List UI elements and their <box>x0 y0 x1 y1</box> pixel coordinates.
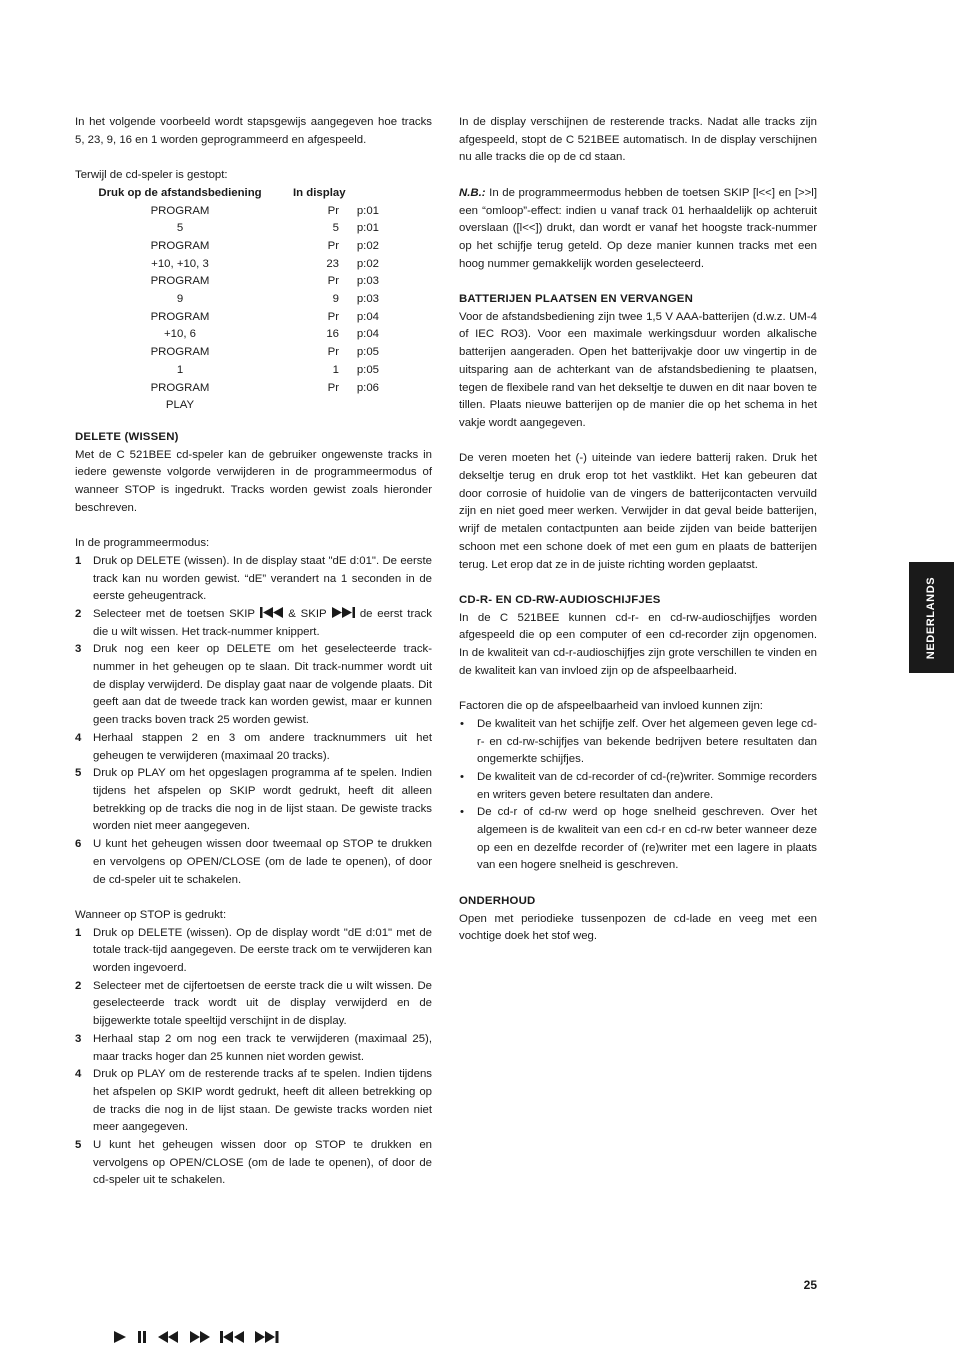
list-item: • De cd-r of cd-rw werd op hoge snelheid geschreven. Over het algemeen is de kwaliteit van een cd-r en cd-rw beter wanneer deze op een en dezelfde recorder of (re)writer met een lagere in plaats van een hogere snelheid is geschreven. <box>459 804 817 875</box>
remote-cell: 5 <box>176 222 184 235</box>
list-item: 1 Druk op DELETE (wissen). Op de display wordt "dE d:01" met de totale track-tijd aangegeven. De eerste track om te verwijderen kan worden ingevoerd. <box>75 926 432 974</box>
table-row <box>75 309 379 327</box>
table-row <box>75 238 379 256</box>
display-position-cell: p:05 <box>356 363 379 376</box>
nb-label: N.B.: <box>459 186 486 199</box>
remaining-text: In de display verschijnen de resterende tracks. Nadat alle tracks zijn afgespeeld, stopt de C 521BEE automatisch. In de display verschijnen nu alle tracks die op de cd staan. <box>459 116 817 164</box>
display-value-cell: 1 <box>332 363 339 376</box>
display-position-cell: p:02 <box>356 257 379 270</box>
display-value-cell: 23 <box>326 257 339 270</box>
remote-cell: PROGRAM <box>150 310 210 323</box>
pause-icon <box>136 1330 148 1344</box>
list-item: 5 U kunt het geheugen wissen door op STOP te drukken en vervolgens op OPEN/CLOSE (om de lade te openen), of door de cd-speler uit te schakelen. <box>75 1139 432 1187</box>
list-item: 2 Selecteer met de toetsen SKIP & SKIP de eerst track die u wilt wissen. Het track-nummer knippert. <box>75 607 432 638</box>
transport-icons <box>113 1330 285 1348</box>
display-value-cell: Pr <box>327 381 339 394</box>
table-row <box>75 291 379 309</box>
display-position-cell <box>339 397 379 415</box>
stop-steps-list <box>75 925 432 1191</box>
table-row <box>75 203 379 221</box>
delete-intro: Met de C 521BEE cd-speler kan de gebruiker ongewenste tracks in iedere gewenste volgorde verwijderen in de programmeermodus of wanneer STOP is ingedrukt. Tracks worden gewist zoals hieronder beschreven. <box>75 448 432 514</box>
left-column <box>75 114 432 1190</box>
table-row <box>75 362 379 380</box>
intro-text: In het volgende voorbeeld wordt stapsgewijs aangegeven hoe tracks 5, 23, 9, 16 en 1 worden geprogrammeerd en afgespeeld. <box>75 116 432 146</box>
list-item: 6 U kunt het geheugen wissen door tweemaal op STOP te drukken en vervolgens op OPEN/CLOSE (om de lade te openen), of door de cd-speler uit te schakelen. <box>75 838 432 886</box>
remote-cell: PROGRAM <box>150 204 210 217</box>
display-position-cell: p:03 <box>356 293 379 306</box>
prog-steps-list <box>75 553 432 889</box>
spacer-cell <box>285 238 307 256</box>
table-header-remote: Druk op de afstandsbediening <box>98 186 262 199</box>
list-item: • De kwaliteit van de cd-recorder of cd-(re)writer. Sommige recorders en writers geven betere resultaten dan andere. <box>459 769 817 804</box>
list-item: 4 Herhaal stappen 2 en 3 om andere tracknummers uit het geheugen te verwijderen (maximaal 20 tracks). <box>75 731 432 762</box>
list-item: 4 Druk op PLAY om de resterende tracks af te spelen. Indien tijdens het afspelen op SKIP wordt gedrukt, heeft dit alleen betrekking op de tracks die nog in de lijst staan. De gewiste tracks worden niet meer aangegeven. <box>75 1068 432 1134</box>
remote-cell: PROGRAM <box>150 239 210 252</box>
table-header-display: In display <box>293 186 346 199</box>
skip-back-icon <box>260 607 284 618</box>
remote-cell: PLAY <box>165 399 195 412</box>
list-item: 2 Selecteer met de cijfertoetsen de eerste track die u wilt wissen. De geselecteerde track wordt uit de display verwijderd en de bijgewerkte totale speeltijd verschijnt in de display. <box>75 979 432 1028</box>
display-value-cell: Pr <box>327 310 339 323</box>
display-value-cell: Pr <box>327 346 339 359</box>
display-value-cell: Pr <box>327 204 339 217</box>
display-value-cell: Pr <box>327 275 339 288</box>
program-table <box>75 185 379 415</box>
remote-cell: +10, 6 <box>164 328 196 341</box>
spacer-cell <box>285 344 307 362</box>
table-row <box>75 220 379 238</box>
maintenance-heading: ONDERHOUD <box>459 894 536 907</box>
stop-mode-label: Wanneer op STOP is gedrukt: <box>75 908 227 921</box>
maintenance-paragraph: Open met periodieke tussenpozen de cd-lade en veeg met een vochtige doek het stof weg. <box>459 912 817 943</box>
display-position-cell: p:01 <box>356 222 379 235</box>
spacer-cell <box>285 309 307 327</box>
language-tab <box>909 562 954 673</box>
fast-forward-icon <box>189 1330 211 1344</box>
list-item: 3 Herhaal stap 2 om nog een track te verwijderen (maximaal 25), maar tracks hoger dan 25 kunnen niet worden gewist. <box>75 1032 432 1063</box>
list-item: 5 Druk op PLAY om het opgeslagen programma af te spelen. Indien tijdens het afspelen op SKIP wordt gedrukt, heeft dit alleen betrekking op de tracks die nog in de lijst staan. De gewiste tracks worden niet meer aangegeven. <box>75 767 432 833</box>
delete-heading: DELETE (WISSEN) <box>75 430 179 443</box>
display-value-cell <box>307 397 339 415</box>
right-column <box>459 114 817 946</box>
display-position-cell: p:03 <box>356 275 379 288</box>
spacer-cell <box>285 326 307 344</box>
cdr-paragraph-2: Factoren die op de afspeelbaarheid van invloed kunnen zijn: <box>459 700 763 713</box>
skip-forward-icon <box>331 607 355 618</box>
display-position-cell: p:05 <box>356 346 379 359</box>
skip-forward-icon <box>254 1330 279 1344</box>
remote-cell: 1 <box>176 363 184 376</box>
display-position-cell: p:02 <box>356 239 379 252</box>
play-icon <box>113 1330 127 1344</box>
display-position-cell: p:01 <box>356 204 379 217</box>
nb-text: In de programmeermodus hebben de toetsen SKIP [l<<] en [>>l] een “omloop”-effect: indien u vanaf track 01 herhaaldelijk op achteruit overslaan ([l<<]) drukt, dan wordt er vanaf het hoogste track-nummer op het schijfje terug geteld. Op deze manier kunnen tracks met een hoog nummer gemakkelijk worden geselecteerd. <box>459 186 817 270</box>
table-row <box>75 256 379 274</box>
stopped-label: Terwijl de cd-speler is gestopt: <box>75 169 228 182</box>
spacer-cell <box>285 380 307 398</box>
spacer-cell <box>285 397 307 415</box>
battery-heading: BATTERIJEN PLAATSEN EN VERVANGEN <box>459 293 694 305</box>
rewind-icon <box>157 1330 179 1344</box>
cdr-paragraph-1: In de C 521BEE kunnen cd-r- en cd-rw-audioschijfjes worden afgespeeld die op een computer of een cd-recorder zijn opgenomen. In de kwaliteit van cd-r-audioschijfjes zijn grote verschillen te vinden en de kwaliteit kan van invloed zijn op de afspeelbaarheid. <box>459 611 817 677</box>
display-value-cell: Pr <box>327 239 339 252</box>
remote-cell: PROGRAM <box>150 346 210 359</box>
remote-cell: PROGRAM <box>150 381 210 394</box>
table-row <box>75 273 379 291</box>
spacer-cell <box>285 291 307 309</box>
page-number: 25 <box>803 1278 817 1292</box>
battery-paragraph-2: De veren moeten het (-) uiteinde van iedere batterij raken. Druk het dekseltje terug en druk erop tot het vastklikt. Het kan gebeuren dat door corrosie of huidolie van de vingers de batterijcontacten vervuild zijn en niet goed meer werken. Verwijder in dat geval beide batterijen, wrijf de metalen contactpunten aan beide zijden van beide batterijen schoon met een schone doek of met een gum en plaats de batterijen terug. Let erop dat ze in de juiste richting worden geplaatst. <box>459 452 817 571</box>
table-row <box>75 397 379 415</box>
battery-paragraph-1: Voor de afstandsbediening zijn twee 1,5 V AAA-batterijen (d.w.z. UM-4 of IEC RO3). Voor een maximale werkingsduur worden alkalische batterijen aangeraden. Open het batterijvakje door uw vingertip in de uitsparing aan de achterkant van de afstandsbediening te plaatsen, tegen de flexibele rand van het dekseltje te duwen en dit naar boven te tillen. Plaats nieuwe batterijen op de manier die op het schema in het vakje wordt aangegeven. <box>459 310 817 429</box>
display-position-cell: p:04 <box>356 310 379 323</box>
prog-mode-label: In de programmeermodus: <box>75 537 210 550</box>
cdr-heading: CD-R- EN CD-RW-AUDIOSCHIJFJES <box>459 593 661 606</box>
list-item: • De kwaliteit van het schijfje zelf. Over het algemeen geven lege cd-r- en cd-rw-schijfjes van bekende bedrijven betere resultaten dan ongemerkte schijfjes. <box>459 716 817 769</box>
spacer-cell <box>285 220 307 238</box>
display-value-cell: 16 <box>326 328 339 341</box>
spacer-cell <box>285 256 307 274</box>
cdr-bullet-list <box>459 716 817 875</box>
list-item: 3 Druk nog een keer op DELETE om het geselecteerde track-nummer in het geheugen op te slaan. Dit track-nummer wordt uit de display verwijderd. De display gaat naar de volgende plaats. Dit geeft aan dat de tweede track kan worden gewist, maar er kunnen geen tracks boven track 25 worden gewist. <box>75 643 432 727</box>
display-position-cell: p:06 <box>356 381 379 394</box>
display-position-cell: p:04 <box>356 328 379 341</box>
table-row <box>75 326 379 344</box>
display-value-cell: 5 <box>332 222 339 235</box>
nb-note <box>459 185 817 274</box>
remote-cell: 9 <box>176 293 184 306</box>
language-tab-label: NEDERLANDS <box>924 576 937 659</box>
table-row <box>75 344 379 362</box>
list-item: 1 Druk op DELETE (wissen). In de display staat "dE d:01". De eerste track kan nu worden gewist. “dE” verandert na 1 seconden in de eerste geheugentrack. <box>75 554 432 603</box>
remote-cell: PROGRAM <box>150 275 210 288</box>
table-row <box>75 380 379 398</box>
display-value-cell: 9 <box>332 293 339 306</box>
spacer-cell <box>285 273 307 291</box>
skip-back-icon <box>220 1330 245 1344</box>
spacer-cell <box>285 203 307 221</box>
spacer-cell <box>285 362 307 380</box>
remote-cell: +10, +10, 3 <box>151 257 209 270</box>
